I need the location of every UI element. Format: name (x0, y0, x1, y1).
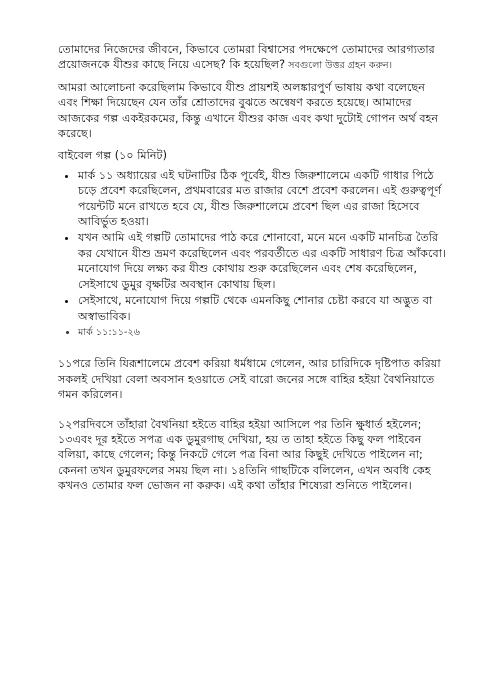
list-item: • যখন আমি এই গল্পটি তোমাদের পাঠ করে শোনাবো, মনে মনে একটি মানচিত্র তৈরি কর যেখানে যীশু ভ্রমণ করেছিলেন এবং পরবর্তীতে এর একটি সাধারণ চিত্র আঁকবো। মনোযোগ দিয়ে লক্ষ্য কর যীশু কোথায় শুরু করেছিলেন এবং শেষ করেছিলেন, সেইসাথে ডুমুর বৃক্ষটির অবস্থান কোথায় ছিল। (78, 230, 447, 292)
bullet-list (58, 168, 447, 340)
list-item: • মার্ক ১১ অধ্যায়ের এই ঘটনাটির ঠিক পূর্বেই, যীশু জিরুশালেমে একটি গাধার পিঠে চড়ে প্রবেশ করেছিলেন, প্রথমবারের মত রাজার বেশে প্রবেশ করলেন। এই গুরুত্বপূর্ণ পয়েন্টটি মনে রাখতে হবে যে, যীশু জিরুশালেমে প্রবেশ ছিল এর রাজা হিসেবে আবির্ভুত হওয়া। (78, 168, 447, 230)
scripture-reference: • মার্ক ১১:১১-২৬ (78, 325, 447, 340)
intro-paragraph: আমরা আলোচনা করেছিলাম কিভাবে যীশু প্রায়শই অলঙ্কারপুর্ণ ভাষায় কথা বলেছেন এবং শিক্ষা দিয়েছেন যেন তাঁর শ্রোতাদের বুঝতে অন্বেষণ করতে হয়েছে। আমাদের আজকের গল্প একইরকমের, কিন্তু এখানে যীশুর কাজ এবং কথা দুটোই গোপন অর্থ বহন করেছে। (58, 80, 439, 141)
discussion-question (58, 42, 447, 74)
section-heading: বাইবেল গল্প (১০ মিনিট) (58, 149, 167, 163)
question-text: তোমাদের নিজেদের জীবনে, কিভাবে তোমরা বিশ্বাসের পদক্ষেপে তোমাদের আরগ্যতার প্রয়োজনকে যীশুর কাছে নিয়ে এসেছ? কি হয়েছিল? (58, 43, 435, 72)
question-note: সবগুলো উত্তর গ্রহন করুন। (285, 60, 393, 72)
verse-11-paragraph: ১১পরে তিনি যিরূশালেমে প্রবেশ করিয়া ধর্মধামে গেলেন, আর চারিদিকে দৃষ্টিপাত করিয়া সকলই দেখিয়া বেলা অবসান হওয়াতে সেই বারো জনের সঙ্গে বাহির হইয়া বৈথনিয়াতে গমন করিলেন। (58, 357, 441, 402)
list-item: • সেইসাথে, মনোযোগ দিয়ে গল্পটি থেকে এমনকিছু শোনার চেষ্টা করবে যা অদ্ভুত বা অস্বাভাবিক। (78, 293, 447, 324)
verse-12-paragraph: ১২পরদিবসে তাঁহারা বৈথনিয়া হইতে বাহির হইয়া আসিলে পর তিনি ক্ষুধার্ত হইলেন; ১৩এবং দূর হইতে সপত্র এক ডুমুরগাছ দেখিয়া, হয় ত তাহা হইতে কিছু ফল পাইবেন বলিয়া, কাছে গেলেন; কিন্তু নিকটে গেলে পত্র বিনা আর কিছুই দেখিতে পাইলেন না; কেননা তখন ডুমুরফলের সময় ছিল না। ১৪তিনি গাছটিকে বলিলেন, এখন অবধি কেহ কখনও তোমার ফল ভোজন না করুক। এই কথা তাঁহার শিষ্যেরা শুনিতে পাইলেন। (58, 417, 431, 493)
